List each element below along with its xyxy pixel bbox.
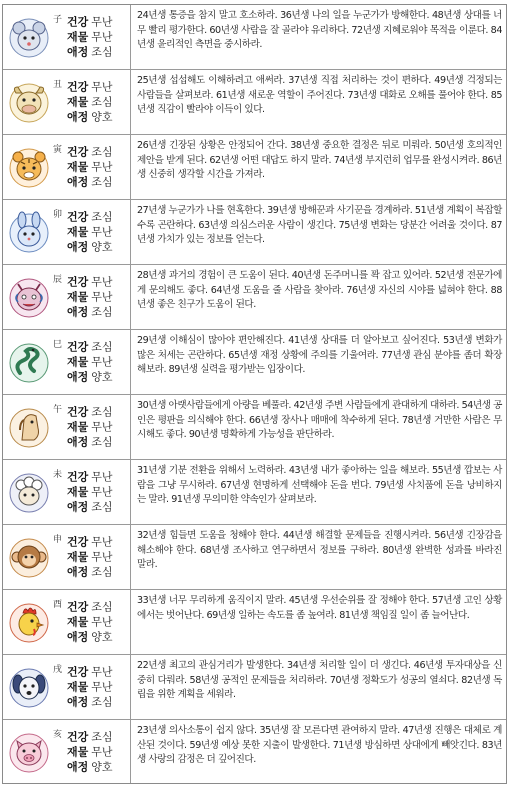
money-label: 재물	[67, 680, 89, 694]
health-label: 건강	[67, 405, 89, 419]
health-value: 조심	[91, 340, 113, 354]
love-label: 애정	[67, 760, 89, 773]
money-value: 조심	[91, 95, 113, 109]
sheep-icon	[8, 471, 50, 513]
money-value: 무난	[91, 290, 113, 304]
love-label: 애정	[67, 175, 89, 189]
fortune-text: 26년생 긴장된 상황은 안정되어 간다. 38년생 중요한 결정은 뒤로 미뤄라. 50년생 호의적인 제안을 받게 된다. 62년생 어떤 대답도 하지 말라. 74년생 부지런히 업무를 완성시켜라. 86년생 신중히 생각할 시간을 가져라.	[137, 140, 502, 181]
fortune-text: 33년생 너무 무리하게 움직이지 말라. 45년생 우선순위를 잘 정해야 한다. 57년생 고인 상황에서는 벗어난다. 69년생 일하는 속도를 좀 높여라. 81년생 책임질 일이 좀 늘어난다.	[137, 595, 502, 621]
love-value: 양호	[91, 240, 113, 254]
money-value: 무난	[91, 745, 113, 758]
zodiac-row-rabbit	[3, 200, 506, 265]
health-label: 건강	[67, 80, 89, 94]
love-label: 애정	[67, 305, 89, 319]
zodiac-hanja: 午	[53, 405, 63, 415]
love-value: 양호	[91, 370, 113, 384]
love-label: 애정	[67, 370, 89, 384]
fortune-summary	[67, 665, 113, 710]
fortune-summary	[67, 535, 113, 580]
zodiac-info	[3, 200, 131, 264]
money-value: 무난	[91, 680, 113, 694]
fortune-text: 28년생 과거의 경험이 큰 도움이 된다. 40년생 돈주머니를 꽉 잡고 있어라. 52년생 전문가에게 문의해도 좋다. 64년생 도움을 줄 사람을 찾아라. 76년생 자신의 시야를 넓혀야 한다. 88년생 좋은 친구가 도움이 된다.	[137, 270, 502, 311]
money-label: 재물	[67, 550, 89, 564]
love-value: 조심	[91, 45, 113, 59]
fortune-text: 22년생 최고의 관심거리가 발생한다. 34년생 처리할 일이 더 생긴다. 46년생 투자대상을 신중히 다뤄라. 58년생 공적인 문제들을 처리하라. 70년생 정확도가 성공의 열쇠다. 82년생 독립을 위한 계획을 세워라.	[137, 660, 502, 701]
fortune-text: 32년생 힘들면 도움을 청해야 한다. 44년생 해결할 문제들을 진행시켜라. 56년생 긴장감을 해소해야 한다. 68년생 조사하고 연구하면서 정보를 구하라. 80년생 완벽한 성과를 바라진 말라.	[137, 530, 502, 571]
fortune-summary	[67, 405, 113, 450]
fortune-summary	[67, 275, 113, 320]
money-label: 재물	[67, 225, 89, 239]
money-label: 재물	[67, 615, 89, 629]
fortune-text: 30년생 아랫사람들에게 아량을 베풀라. 42년생 주변 사람들에게 관대하게 대하라. 54년생 공인은 평판을 의식해야 한다. 66년생 장사나 매매에 착수하게 된다. 78년생 거만한 사람은 무시해도 좋다. 90년생 명확하게 가능성을 판단하라.	[137, 400, 502, 441]
zodiac-row-dragon	[3, 265, 506, 330]
zodiac-hanja: 戌	[53, 665, 63, 675]
zodiac-row-ox	[3, 70, 506, 135]
love-value: 조심	[91, 435, 113, 449]
love-value: 조심	[91, 175, 113, 189]
fortune-summary	[67, 470, 113, 515]
fortune-text: 25년생 섭섭해도 이해하려고 애써라. 37년생 직접 처리하는 것이 편하다. 49년생 걱정되는 사람들을 살펴보라. 61년생 새로운 역할이 주어진다. 73년생 대화로 오해를 풀어야 한다. 85년생 직감이 빨라야 이득이 있다.	[137, 75, 502, 116]
love-label: 애정	[67, 500, 89, 514]
health-label: 건강	[67, 600, 89, 614]
health-label: 건강	[67, 275, 89, 289]
tiger-icon	[8, 146, 50, 188]
rat-icon	[8, 16, 50, 58]
zodiac-info	[3, 590, 131, 654]
love-label: 애정	[67, 435, 89, 449]
dog-icon	[8, 666, 50, 708]
money-value: 무난	[91, 160, 113, 174]
health-value: 조심	[91, 145, 113, 159]
dragon-icon	[8, 276, 50, 318]
love-label: 애정	[67, 240, 89, 254]
fortune-summary	[67, 15, 113, 60]
pig-icon	[8, 731, 50, 773]
zodiac-row-rat	[3, 5, 506, 70]
health-label: 건강	[67, 730, 89, 743]
money-label: 재물	[67, 420, 89, 434]
love-label: 애정	[67, 695, 89, 709]
zodiac-info	[3, 395, 131, 459]
zodiac-info	[3, 655, 131, 719]
love-label: 애정	[67, 110, 89, 124]
love-value: 조심	[91, 695, 113, 709]
money-label: 재물	[67, 30, 89, 44]
fortune-summary	[67, 80, 113, 125]
money-value: 무난	[91, 485, 113, 499]
zodiac-hanja: 子	[53, 15, 63, 25]
money-value: 무난	[91, 355, 113, 369]
health-label: 건강	[67, 145, 89, 159]
money-value: 무난	[91, 550, 113, 564]
zodiac-info	[3, 330, 131, 394]
health-value: 무난	[91, 470, 113, 484]
health-value: 조심	[91, 210, 113, 224]
health-label: 건강	[67, 535, 89, 549]
zodiac-hanja: 申	[53, 535, 63, 545]
fortune-summary	[67, 145, 113, 190]
money-label: 재물	[67, 485, 89, 499]
money-label: 재물	[67, 290, 89, 304]
money-value: 무난	[91, 30, 113, 44]
money-value: 무난	[91, 615, 113, 629]
zodiac-row-monkey	[3, 525, 506, 590]
health-label: 건강	[67, 210, 89, 224]
love-value: 양호	[91, 110, 113, 124]
fortune-summary	[67, 729, 113, 774]
fortune-text: 24년생 통증을 참지 말고 호소하라. 36년생 나의 일을 누군가가 방해한다. 48년생 상대를 너무 빨리 평가한다. 60년생 사람을 잘 골라야 유리하다. 72년생 지혜로워야 목적을 이룬다. 84년생 윤리적인 측면을 중시하라.	[137, 10, 502, 51]
zodiac-row-pig	[3, 720, 506, 783]
zodiac-info	[3, 720, 131, 783]
ox-icon	[8, 81, 50, 123]
zodiac-info	[3, 525, 131, 589]
rooster-icon	[8, 601, 50, 643]
health-label: 건강	[67, 15, 89, 29]
health-value: 무난	[91, 665, 113, 679]
love-label: 애정	[67, 630, 89, 644]
money-label: 재물	[67, 355, 89, 369]
health-value: 조심	[91, 730, 113, 743]
health-value: 무난	[91, 275, 113, 289]
love-label: 애정	[67, 565, 89, 579]
fortune-text: 31년생 기분 전환을 위해서 노력하라. 43년생 내가 좋아하는 일을 해보라. 55년생 깝보는 사람을 그냥 무시하라. 67년생 현명하게 선택해야 돈을 번다. 79년생 사치품에 돈을 낭비하지는 말라. 91년생 무의미한 약속인가 살펴보라.	[137, 465, 502, 506]
health-value: 무난	[91, 80, 113, 94]
money-label: 재물	[67, 745, 89, 758]
money-value: 무난	[91, 225, 113, 239]
zodiac-hanja: 酉	[53, 600, 63, 610]
money-label: 재물	[67, 160, 89, 174]
love-label: 애정	[67, 45, 89, 59]
health-label: 건강	[67, 665, 89, 679]
money-value: 무난	[91, 420, 113, 434]
zodiac-info	[3, 5, 131, 69]
fortune-summary	[67, 600, 113, 645]
love-value: 조심	[91, 565, 113, 579]
zodiac-hanja: 寅	[53, 145, 63, 155]
zodiac-info	[3, 265, 131, 329]
snake-icon	[8, 341, 50, 383]
health-label: 건강	[67, 340, 89, 354]
rabbit-icon	[8, 211, 50, 253]
health-value: 조심	[91, 405, 113, 419]
fortune-text: 27년생 누군가가 나를 현혹한다. 39년생 방해꾼과 사기꾼을 경계하라. 51년생 계획이 복잡할수록 곤란하다. 63년생 의심스러운 사람이 생긴다. 75년생 변화는 당분간 어려울 것이다. 87년생 가치가 있는 정보를 얻는다.	[137, 205, 502, 246]
zodiac-hanja: 卯	[53, 210, 63, 220]
zodiac-info	[3, 70, 131, 134]
health-value: 조심	[91, 600, 113, 614]
fortune-summary	[67, 210, 113, 255]
monkey-icon	[8, 536, 50, 578]
zodiac-hanja: 辰	[53, 275, 63, 285]
fortune-text: 29년생 이해심이 많아야 편안해진다. 41년생 상대를 더 알아보고 싶어진다. 53년생 변화가 많은 처세는 곤란하다. 65년생 재정 상황에 주의를 기울여라. 77년생 관심 분야를 좀더 확장해보라. 89년생 실력을 평가받는 입장이다.	[137, 335, 502, 376]
money-label: 재물	[67, 95, 89, 109]
fortune-summary	[67, 340, 113, 385]
zodiac-row-tiger	[3, 135, 506, 200]
zodiac-info	[3, 135, 131, 199]
fortune-text: 23년생 의사소통이 쉽지 않다. 35년생 잘 모른다면 관여하지 말라. 47년생 진행은 대체로 계산된 것이다. 59년생 예상 못한 지출이 발생한다. 71년생 방심하면 상대에게 빼앗긴다. 83년생 사랑의 감정은 더 깊어진다.	[137, 725, 502, 766]
love-value: 양호	[91, 630, 113, 644]
zodiac-hanja: 亥	[53, 730, 63, 740]
health-label: 건강	[67, 470, 89, 484]
zodiac-hanja: 巳	[53, 340, 63, 350]
zodiac-hanja: 未	[53, 470, 63, 480]
zodiac-row-sheep	[3, 460, 506, 525]
health-value: 무난	[91, 535, 113, 549]
love-value: 조심	[91, 305, 113, 319]
zodiac-row-horse	[3, 395, 506, 460]
health-value: 무난	[91, 15, 113, 29]
zodiac-info	[3, 460, 131, 524]
zodiac-row-snake	[3, 330, 506, 395]
horoscope-table	[2, 4, 507, 784]
love-value: 조심	[91, 500, 113, 514]
zodiac-row-rooster	[3, 590, 506, 655]
zodiac-row-dog	[3, 655, 506, 720]
zodiac-hanja: 丑	[53, 80, 63, 90]
love-value: 양호	[91, 760, 113, 773]
horse-icon	[8, 406, 50, 448]
